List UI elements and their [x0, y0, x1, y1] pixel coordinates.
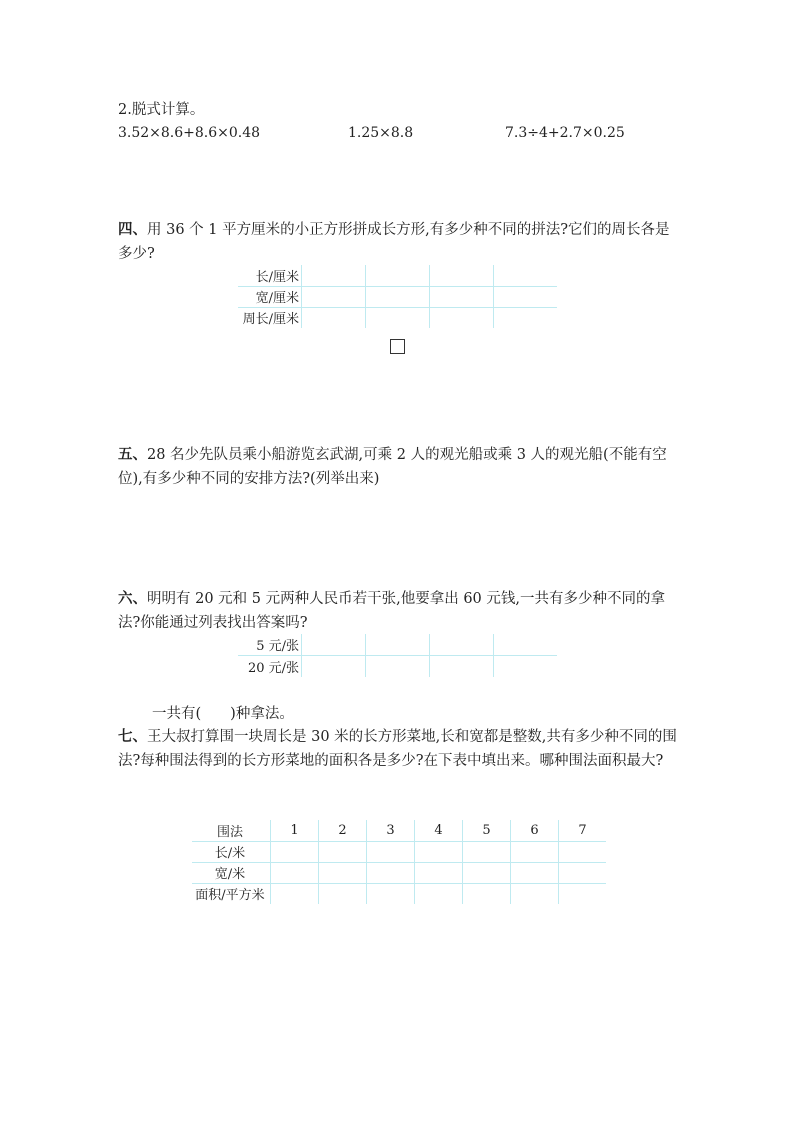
- q7-text: 七、王大叔打算围一块周长是 30 米的长方形菜地,长和宽都是整数,共有多少种不同的围法?每种围法得到的长方形菜地的面积各是多少?在下表中填出来。哪种围法面积最大?: [118, 729, 677, 769]
- expr-3: 7.3÷4+2.7×0.25: [505, 125, 625, 141]
- q5-text: 五、28 名少先队员乘小船游览玄武湖,可乘 2 人的观光船或乘 3 人的观光船(不能有空位),有多少种不同的安排方法?(列举出来): [118, 447, 667, 487]
- q6-table[interactable]: 5 元/张 20 元/张: [238, 634, 557, 677]
- q6-text: 六、明明有 20 元和 5 元两种人民币若干张,他要拿出 60 元钱,一共有多少种不同的拿法?你能通过列表找出答案吗?: [118, 591, 665, 631]
- q4-table[interactable]: 长/厘米 宽/厘米 周长/厘米: [238, 265, 557, 328]
- q6-answer: 一共有( )种拿法。: [152, 706, 294, 722]
- answer-box[interactable]: [390, 339, 405, 354]
- q4-text: 四、用 36 个 1 平方厘米的小正方形拼成长方形,有多少种不同的拼法?它们的周长各是多少?: [118, 222, 670, 262]
- expr-2: 1.25×8.8: [348, 125, 414, 141]
- q7-table[interactable]: 围法 1 2 3 4 5 6 7 长/米 宽/米 面积/平方米: [192, 820, 606, 904]
- expr-1: 3.52×8.6+8.6×0.48: [118, 125, 261, 141]
- q2-title: 2.脱式计算。: [118, 102, 205, 118]
